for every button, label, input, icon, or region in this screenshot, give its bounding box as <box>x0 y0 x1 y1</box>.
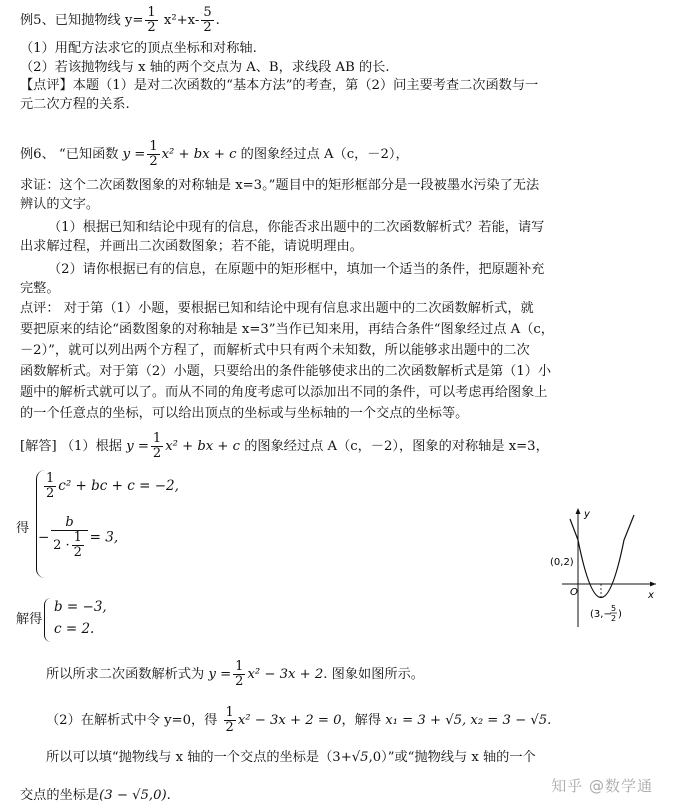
ex6-comment-1: 点评： 对于第（1）小题，要根据已知和结论中现有信息求出题中的二次函数解析式，就 <box>20 301 534 316</box>
graph-label-vertex-end: ) <box>618 609 622 620</box>
graph-label-point: (0,2) <box>550 557 574 568</box>
ex6-q2-b: 完整。 <box>20 281 60 296</box>
x-axis-arrow <box>650 582 656 587</box>
ex6-line3: 辨认的文字。 <box>20 197 100 212</box>
de-label: 得 <box>16 521 30 536</box>
ex6-q1-a: （1）根据已知和结论中现有的信息，你能否求出题中的二次函数解析式？若能，请写 <box>48 220 545 235</box>
ex5-title: 例5、已知抛物线 y= $\frac{1}{2}$ x²+x- $\frac{5}{2}$ . <box>20 5 220 35</box>
graph-label-vertex-den: 2 <box>611 614 617 623</box>
parabola-graph <box>548 505 660 630</box>
ex6-line2: 求证：这个二次函数图象的对称轴是 x=3。”题目中的矩形框部分是一段被墨水污染了无法 <box>20 178 540 193</box>
ex5-q2: （2）若该抛物线与 x 轴的两个交点为 A、B，求线段 AB 的长. <box>20 60 390 75</box>
system-eq1: $\frac{1}{2}$ c² + bc + c = −2, <box>46 471 179 501</box>
ex6-comment-2: 要把原来的结论“函数图象的对称轴是 x=3”当作已知来用，再结合条件“图象经过点 A（c， <box>20 322 554 337</box>
ex6-comment-4: 函数解析式。对于第（2）小题，只要给出的条件能够使求出的二次函数解析式是第（1）小 <box>20 364 552 379</box>
solution-c: c = 2. <box>54 621 95 637</box>
ex6-comment-3: －2）”，就可以列出两个方程了，而解析式中只有两个未知数，所以能够求出题中的二次 <box>20 343 530 358</box>
graph-label-x: x <box>648 590 654 601</box>
graph-label-vertex-num: 5 <box>611 604 617 613</box>
graph-label-vertex: (3,− <box>590 609 612 620</box>
fill-line: 所以可以填“抛物线与 x 轴的一个交点的坐标是（3+√5,0）”或“抛物线与 x 轴的一个 <box>46 750 536 765</box>
ex6-q1-b: 出求解过程，并画出二次函数图象；若不能，请说明理由。 <box>20 239 363 254</box>
graph-label-origin: O <box>570 587 578 598</box>
ex5-comment-1: 【点评】本题（1）是对二次函数的“基本方法”的考查，第（2）问主要考查二次函数与一 <box>20 78 539 93</box>
solution-brace <box>44 598 51 642</box>
ex5-comment-2: 元二次方程的关系. <box>20 97 130 112</box>
solution-b: b = −3, <box>54 599 107 615</box>
watermark: 知乎 @数学通 <box>551 777 653 795</box>
last-line: 交点的坐标是(3 − √5,0). <box>20 788 171 803</box>
jiede-label: 解得 <box>16 612 43 627</box>
ex5-q1: （1）用配方法求它的顶点坐标和对称轴. <box>20 41 257 56</box>
parabola-curve <box>570 515 634 598</box>
part2-line: （2）在解析式中令 y=0，得 $\frac{1}{2}$ x² − 3x + 2 = 0，解得 x₁ = 3 + √5, x₂ = 3 − √5. <box>46 705 552 735</box>
graph-label-y: y <box>584 509 590 520</box>
result-line: 所以所求二次函数解析式为 y = $\frac{1}{2}$ x² − 3x + 2. 图象如图所示。 <box>46 659 424 689</box>
ex6-comment-6: 的一个任意点的坐标，可以给出顶点的坐标或与坐标轴的一个交点的坐标等。 <box>20 406 469 421</box>
ex6-q2-a: （2）请你根据已有的信息，在原题中的矩形框中，填加一个适当的条件，把原题补充 <box>48 262 545 277</box>
ex6-head: 例6、 “已知函数 y = $\frac{1}{2}$ x² + bx + c 的图象经过点 A（c，－2）， <box>20 139 409 169</box>
y-axis-arrow <box>576 508 581 514</box>
ex6-comment-5: 题中的解析式就可以了。而从不同的角度考虑可以添加出不同的条件，可以考虑再给图象上 <box>20 385 548 400</box>
answer-head: [解答] （1）根据 y = $\frac{1}{2}$ x² + bx + c 的图象经过点 A（c，－2），图象的对称轴是 x=3， <box>20 431 549 461</box>
system-eq2: − b 2 · $\frac{1}{2}$ = 3, <box>38 515 119 560</box>
